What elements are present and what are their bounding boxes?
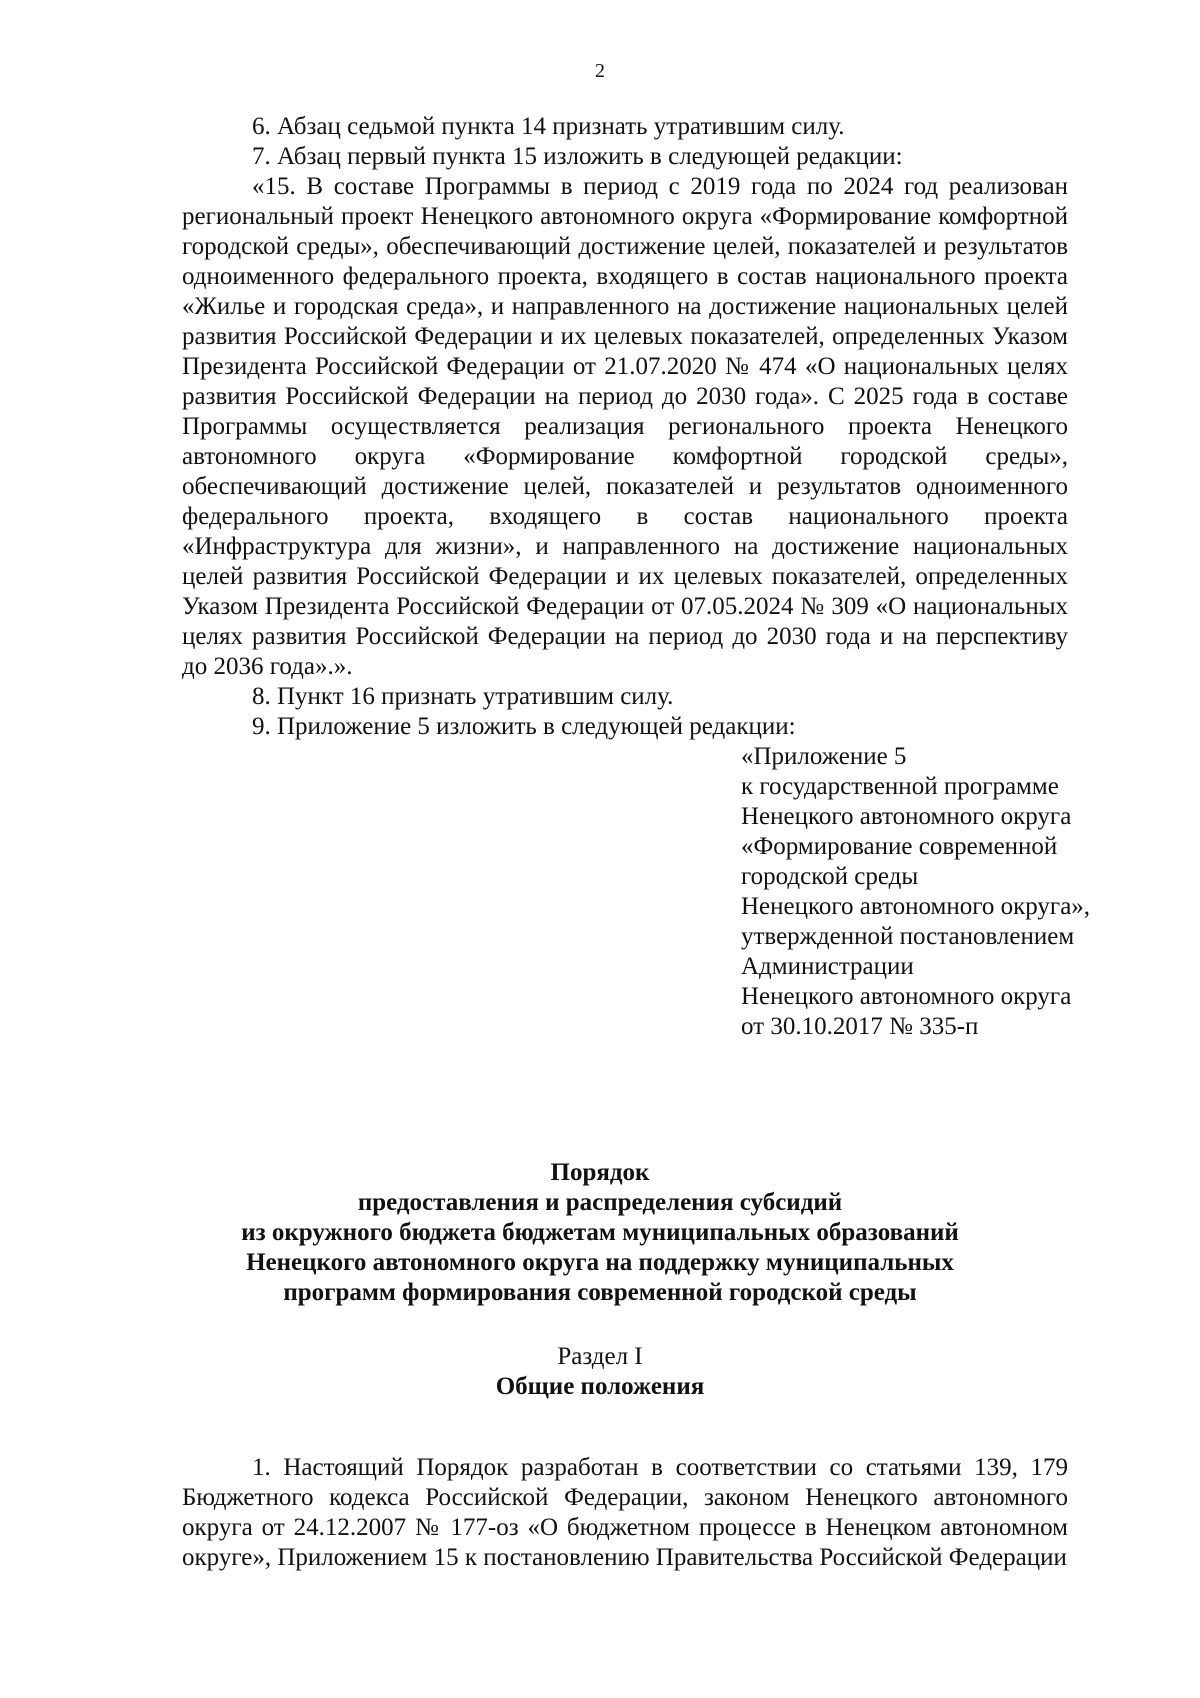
appendix-line: Администрации bbox=[741, 953, 914, 980]
title-line: предоставления и распределения субсидий bbox=[357, 1189, 843, 1216]
appendix-line: «Приложение 5 bbox=[741, 743, 907, 770]
appendix-line: «Формирование современной bbox=[741, 833, 1058, 860]
document-title bbox=[0, 1158, 1200, 1308]
amendment-items-bottom bbox=[182, 682, 1068, 742]
section-header bbox=[0, 1342, 1200, 1402]
item-7: 7. Абзац первый пункта 15 изложить в следующей редакции: bbox=[252, 143, 903, 170]
appendix-line: Ненецкого автономного округа bbox=[741, 803, 1072, 830]
amendment-items-top bbox=[182, 112, 1068, 172]
appendix-header bbox=[741, 742, 1141, 1042]
appendix-line: утвержденной постановлением bbox=[741, 923, 1075, 950]
appendix-line: Ненецкого автономного округа bbox=[741, 983, 1072, 1010]
title-line: из окружного бюджета бюджетам муниципальных образований bbox=[241, 1219, 959, 1246]
page-number: 2 bbox=[595, 60, 605, 82]
title-line: Ненецкого автономного округа на поддержку муниципальных bbox=[246, 1249, 954, 1276]
appendix-line: городской среды bbox=[741, 863, 919, 890]
appendix-line: от 30.10.2017 № 335-п bbox=[741, 1013, 979, 1040]
item-6: 6. Абзац седьмой пункта 14 признать утратившим силу. bbox=[252, 113, 845, 140]
section-heading: Общие положения bbox=[495, 1373, 705, 1400]
appendix-line: к государственной программе bbox=[741, 773, 1059, 800]
title-line: Порядок bbox=[550, 1159, 650, 1186]
item-9: 9. Приложение 5 изложить в следующей редакции: bbox=[252, 713, 796, 740]
item-8: 8. Пункт 16 признать утратившим силу. bbox=[252, 683, 674, 710]
paragraph-15-text: «15. В составе Программы в период с 2019 года по 2024 год реализован региональный проект Ненецкого автономного округа «Формирование комфортной городской среды», обеспечивающий достижение целей, показателей и результатов одноименного федерального проекта, входящего в состав национального проекта «Жилье и городская среда», и направленного на достижение национальных целей развития Российской Федерации и их целевых показателей, определенных Указом Президента Российской Федерации от 21.07.2020 № 474 «О национальных целях развития Российской Федерации на период до 2030 года». С 2025 года в составе Программы осуществляется реализация регионального проекта Ненецкого автономного округа «Формирование комфортной городской среды», обеспечивающий достижение целей, показателей и результатов одноименного федерального проекта, входящего в состав национального проекта «Инфраструктура для жизни», и направленного на достижение национальных целей развития Российской Федерации и их целевых показателей, определенных Указом Президента Российской Федерации от 07.05.2024 № 309 «О национальных целях развития Российской Федерации на период до 2030 года и на перспективу до 2036 года».». bbox=[182, 173, 1068, 680]
section-label: Раздел I bbox=[557, 1343, 643, 1370]
appendix-line: Ненецкого автономного округа», bbox=[741, 893, 1091, 920]
paragraph-1: 1. Настоящий Порядок разработан в соответствии со статьями 139, 179 Бюджетного кодекса Российской Федерации, законом Ненецкого автономного округа от 24.12.2007 № 177-оз «О бюджетном процессе в Ненецком автономном округе», Приложением 15 к постановлению Правительства Российской Федерации bbox=[182, 1454, 1068, 1571]
title-line: программ формирования современной городской среды bbox=[283, 1279, 917, 1306]
